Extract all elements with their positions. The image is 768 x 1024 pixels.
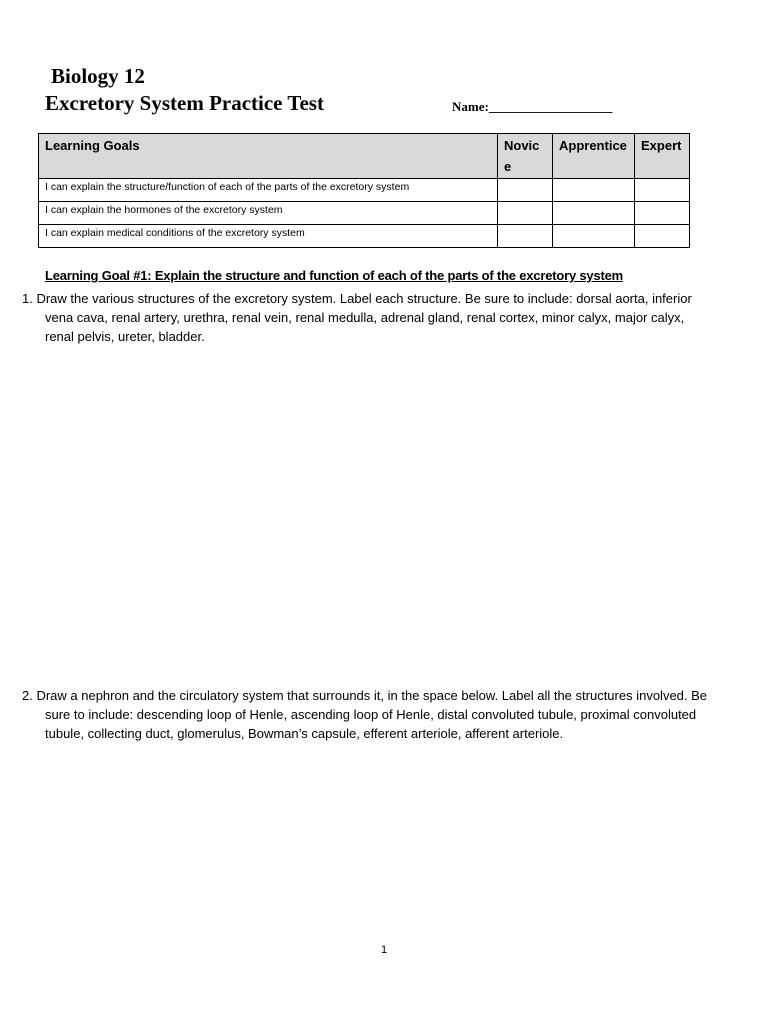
question-1: 1. Draw the various structures of the excretory system. Label each structure. Be sure to include: dorsal aorta, inferior vena cava, renal artery, urethra, renal vein, renal medulla, adrenal gland, renal cortex, minor calyx, major calyx, renal pelvis, ureter, bladder. [22,291,692,344]
header-expert: Expert [635,134,690,179]
apprentice-cell [553,202,635,225]
table-row [39,225,690,248]
expert-cell [635,179,690,202]
goal-cell: I can explain the structure/function of each of the parts of the excretory system [39,179,498,202]
learning-goal-heading: Learning Goal #1: Explain the structure and function of each of the parts of the excretory system [45,268,624,283]
course-title: Biology 12 [51,64,145,88]
apprentice-cell [553,225,635,248]
header-apprentice: Apprentice [553,134,635,179]
expert-cell [635,225,690,248]
goal-cell: I can explain medical conditions of the excretory system [39,225,498,248]
table-row [39,179,690,202]
expert-cell [635,202,690,225]
goal-cell: I can explain the hormones of the excretory system [39,202,498,225]
apprentice-cell [553,179,635,202]
table-row [39,202,690,225]
learning-goals-table [38,133,690,248]
header-novice: Novice [498,134,553,179]
name-field: Name:___________________ [452,99,613,114]
page-number: 1 [380,944,388,956]
header-learning-goals: Learning Goals [39,134,498,179]
question-2: 2. Draw a nephron and the circulatory system that surrounds it, in the space below. Label all the structures involved. Be sure to include: descending loop of Henle, ascending loop of Henle, distal convoluted tubule, proximal convoluted tubule, collecting duct, glomerulus, Bowman’s capsule, efferent arteriole, afferent arteriole. [22,688,708,741]
table-header-row [39,134,690,179]
novice-cell [498,225,553,248]
novice-cell [498,202,553,225]
test-title: Excretory System Practice Test [45,91,324,115]
novice-cell [498,179,553,202]
